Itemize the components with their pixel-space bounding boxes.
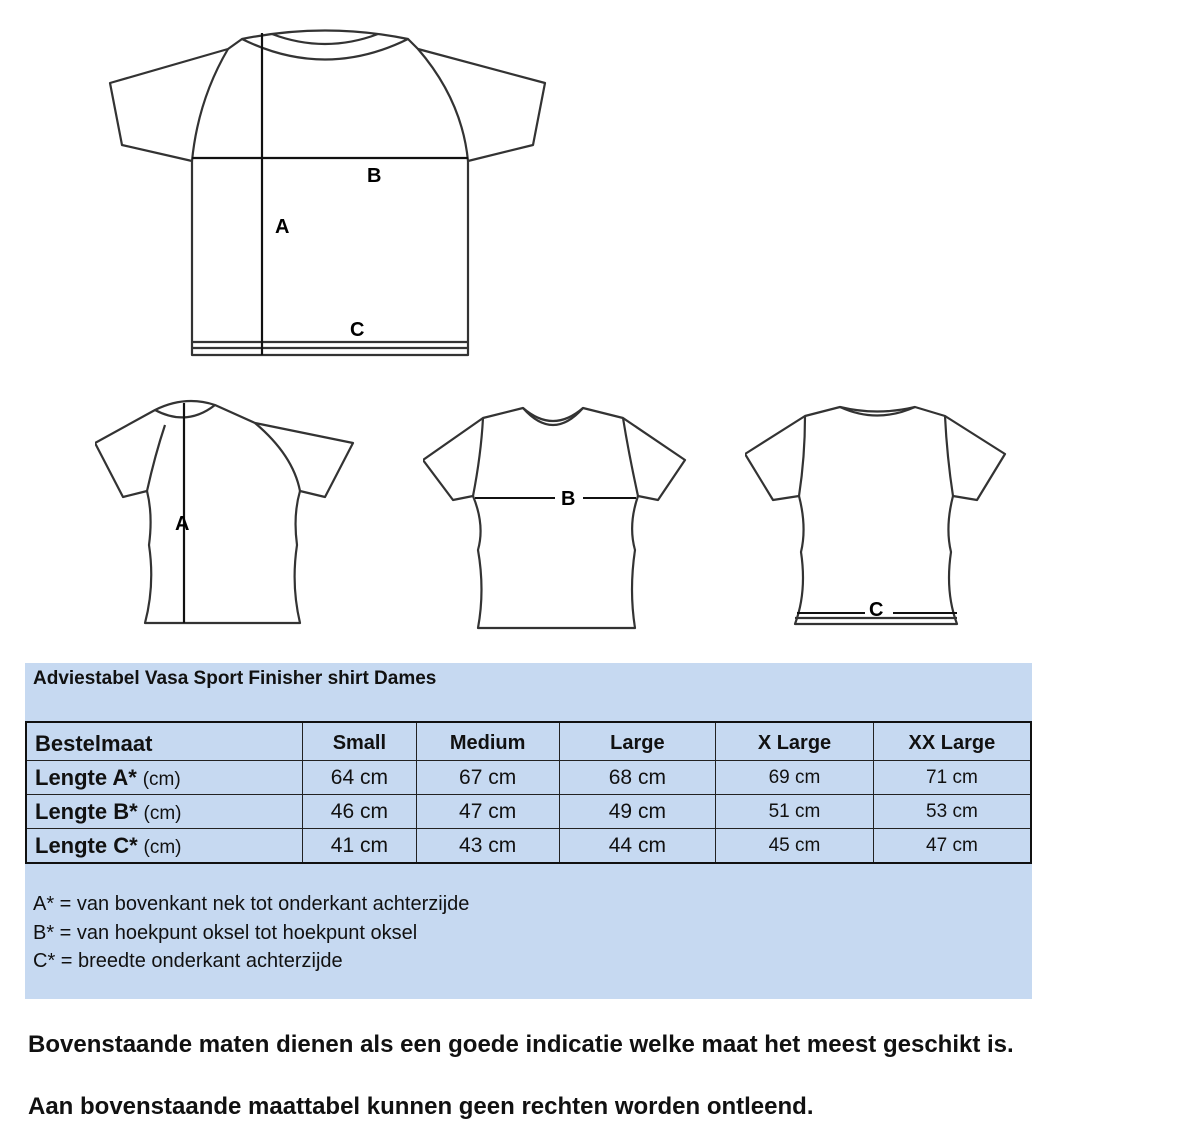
women-front-b-svg — [423, 400, 688, 635]
label-a: A — [175, 513, 190, 535]
row-label: Lengte B* (cm) — [26, 795, 302, 829]
women-shirt-front-a — [95, 395, 360, 635]
header-size: Small — [302, 722, 416, 761]
panel-title: Adviestabel Vasa Sport Finisher shirt Dames — [33, 668, 437, 689]
table-cell: 49 cm — [559, 795, 716, 829]
note-c: C* = breedte onderkant achterzijde — [33, 950, 343, 972]
header-size: Medium — [416, 722, 559, 761]
header-label: Bestelmaat — [26, 722, 302, 761]
header-size: X Large — [716, 722, 874, 761]
label-a: A — [275, 216, 290, 238]
footer-line-1: Bovenstaande maten dienen als een goede indicatie welke maat het meest geschikt is. — [28, 1031, 1014, 1058]
table-cell: 41 cm — [302, 829, 416, 864]
footer-line-2: Aan bovenstaande maattabel kunnen geen rechten worden ontleend. — [28, 1093, 814, 1120]
women-shirt-back-c — [745, 402, 1010, 637]
table-cell: 47 cm — [416, 795, 559, 829]
table-cell: 44 cm — [559, 829, 716, 864]
women-shirt-front-b — [423, 400, 688, 635]
label-b: B — [561, 488, 576, 510]
table-cell: 47 cm — [873, 829, 1031, 864]
tshirt-diagram-main — [100, 20, 560, 365]
women-back-c-svg — [745, 402, 1010, 637]
table-cell: 43 cm — [416, 829, 559, 864]
note-a: A* = van bovenkant nek tot onderkant achterzijde — [33, 893, 470, 915]
label-c: C — [350, 319, 365, 341]
row-label: Lengte C* (cm) — [26, 829, 302, 864]
women-front-a-svg — [95, 395, 360, 635]
table-row — [26, 761, 1031, 795]
table-cell: 45 cm — [716, 829, 874, 864]
table-header-row — [26, 722, 1031, 761]
notes — [33, 890, 469, 976]
size-table — [25, 721, 1032, 864]
row-label: Lengte A* (cm) — [26, 761, 302, 795]
label-c: C — [869, 599, 884, 621]
table-cell: 53 cm — [873, 795, 1031, 829]
note-b: B* = van hoekpunt oksel tot hoekpunt oksel — [33, 921, 418, 944]
header-size: Large — [559, 722, 716, 761]
table-cell: 69 cm — [716, 761, 874, 795]
table-row — [26, 795, 1031, 829]
table-cell: 67 cm — [416, 761, 559, 795]
size-advice-panel — [25, 663, 1032, 999]
label-b: B — [367, 165, 382, 187]
table-cell: 71 cm — [873, 761, 1031, 795]
table-row — [26, 829, 1031, 864]
tshirt-main-svg — [100, 20, 560, 365]
header-size: XX Large — [873, 722, 1031, 761]
table-cell: 51 cm — [716, 795, 874, 829]
table-cell: 64 cm — [302, 761, 416, 795]
table-cell: 68 cm — [559, 761, 716, 795]
table-cell: 46 cm — [302, 795, 416, 829]
